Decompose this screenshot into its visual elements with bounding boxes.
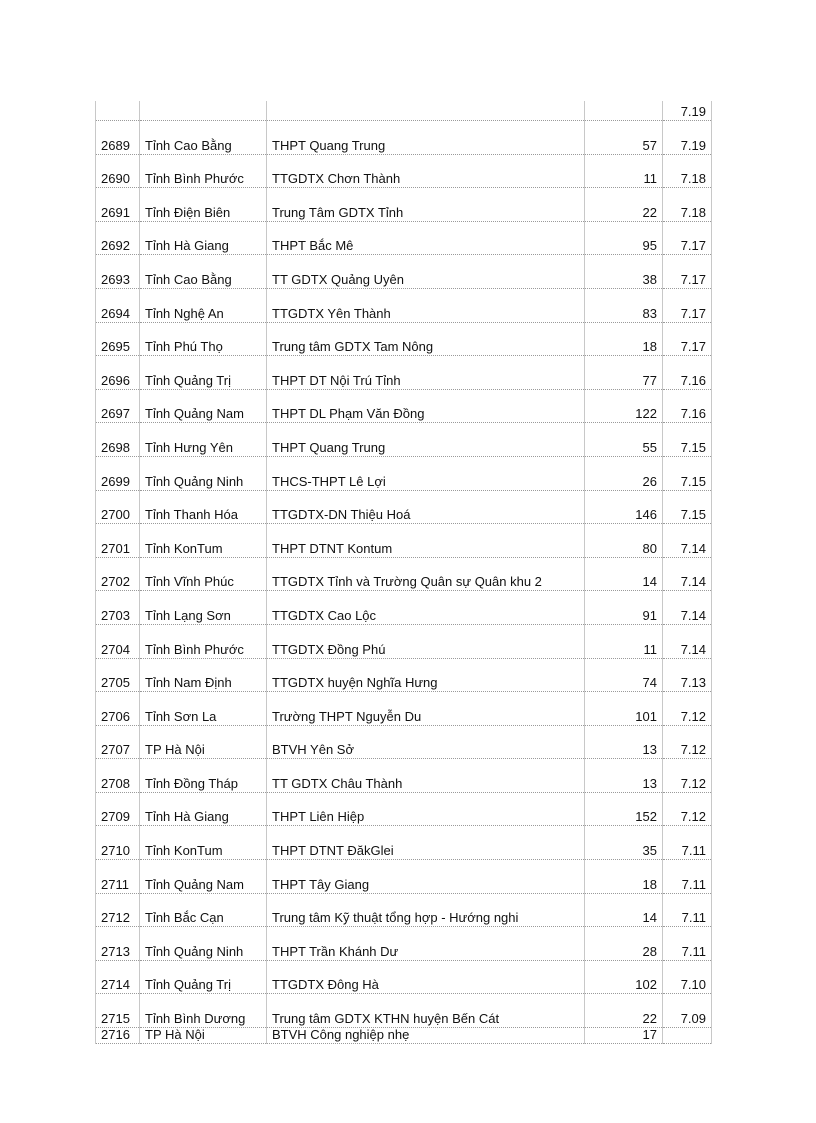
province-cell: Tỉnh KonTum (140, 524, 267, 558)
school-cell (267, 101, 585, 121)
average-score-cell: 7.11 (663, 893, 712, 927)
candidate-count-cell: 18 (585, 860, 663, 894)
table-row (96, 927, 712, 961)
average-score-cell: 7.15 (663, 490, 712, 524)
row-number-cell: 2699 (96, 456, 140, 490)
province-cell: Tỉnh Hà Giang (140, 792, 267, 826)
candidate-count-cell: 74 (585, 658, 663, 692)
province-cell: Tỉnh Quảng Ninh (140, 456, 267, 490)
candidate-count-cell: 11 (585, 154, 663, 188)
school-cell: THPT Quang Trung (267, 121, 585, 155)
average-score-cell: 7.17 (663, 288, 712, 322)
table-row (96, 725, 712, 759)
school-cell: Trung tâm Kỹ thuật tổng hợp - Hướng nghi (267, 893, 585, 927)
row-number-cell: 2697 (96, 389, 140, 423)
province-cell: Tỉnh Quảng Trị (140, 960, 267, 994)
table-row (96, 1028, 712, 1044)
candidate-count-cell: 17 (585, 1028, 663, 1044)
school-cell: Trung tâm GDTX Tam Nông (267, 322, 585, 356)
row-number-cell: 2708 (96, 759, 140, 793)
province-cell: Tỉnh Vĩnh Phúc (140, 557, 267, 591)
average-score-cell: 7.10 (663, 960, 712, 994)
average-score-cell: 7.19 (663, 121, 712, 155)
table-row (96, 624, 712, 658)
school-cell: THPT DT Nội Trú Tỉnh (267, 356, 585, 390)
candidate-count-cell: 101 (585, 692, 663, 726)
school-cell: THCS-THPT Lê Lợi (267, 456, 585, 490)
row-number-cell: 2695 (96, 322, 140, 356)
row-number-cell: 2706 (96, 692, 140, 726)
candidate-count-cell: 35 (585, 826, 663, 860)
average-score-cell: 7.18 (663, 188, 712, 222)
row-number-cell: 2701 (96, 524, 140, 558)
row-number-cell: 2716 (96, 1028, 140, 1044)
candidate-count-cell: 152 (585, 792, 663, 826)
school-cell: TTGDTX Yên Thành (267, 288, 585, 322)
school-cell: TTGDTX Đông Hà (267, 960, 585, 994)
province-cell: Tỉnh Quảng Nam (140, 389, 267, 423)
table-row (96, 759, 712, 793)
average-score-cell: 7.17 (663, 322, 712, 356)
row-number-cell (96, 101, 140, 121)
row-number-cell: 2700 (96, 490, 140, 524)
row-number-cell: 2696 (96, 356, 140, 390)
candidate-count-cell: 18 (585, 322, 663, 356)
school-cell: BTVH Công nghiệp nhẹ (267, 1028, 585, 1044)
candidate-count-cell: 122 (585, 389, 663, 423)
table-row (96, 490, 712, 524)
province-cell: Tỉnh Thanh Hóa (140, 490, 267, 524)
average-score-cell (663, 1028, 712, 1044)
province-cell: TP Hà Nội (140, 725, 267, 759)
province-cell: Tỉnh Nam Định (140, 658, 267, 692)
average-score-cell: 7.12 (663, 759, 712, 793)
candidate-count-cell: 11 (585, 624, 663, 658)
candidate-count-cell (585, 101, 663, 121)
average-score-cell: 7.11 (663, 826, 712, 860)
row-number-cell: 2713 (96, 927, 140, 961)
table-row (96, 389, 712, 423)
row-number-cell: 2694 (96, 288, 140, 322)
province-cell: Tỉnh Sơn La (140, 692, 267, 726)
province-cell: Tỉnh Quảng Nam (140, 860, 267, 894)
ranking-table (95, 101, 712, 1044)
table-row (96, 188, 712, 222)
school-cell: THPT Quang Trung (267, 423, 585, 457)
table-row (96, 154, 712, 188)
row-number-cell: 2714 (96, 960, 140, 994)
table-row (96, 826, 712, 860)
candidate-count-cell: 57 (585, 121, 663, 155)
table-row (96, 456, 712, 490)
province-cell: Tỉnh Phú Thọ (140, 322, 267, 356)
table-row (96, 591, 712, 625)
average-score-cell: 7.18 (663, 154, 712, 188)
school-cell: THPT Bắc Mê (267, 221, 585, 255)
candidate-count-cell: 38 (585, 255, 663, 289)
average-score-cell: 7.12 (663, 692, 712, 726)
province-cell: Tỉnh Bắc Cạn (140, 893, 267, 927)
school-cell: THPT DL Phạm Văn Đồng (267, 389, 585, 423)
row-number-cell: 2704 (96, 624, 140, 658)
average-score-cell: 7.14 (663, 624, 712, 658)
school-cell: TT GDTX Châu Thành (267, 759, 585, 793)
average-score-cell: 7.16 (663, 389, 712, 423)
table-row (96, 524, 712, 558)
row-number-cell: 2707 (96, 725, 140, 759)
school-cell: THPT DTNT Kontum (267, 524, 585, 558)
school-cell: Trường THPT Nguyễn Du (267, 692, 585, 726)
row-number-cell: 2691 (96, 188, 140, 222)
school-cell: BTVH Yên Sở (267, 725, 585, 759)
candidate-count-cell: 91 (585, 591, 663, 625)
school-cell: THPT Liên Hiệp (267, 792, 585, 826)
average-score-cell: 7.09 (663, 994, 712, 1028)
school-cell: TTGDTX-DN Thiệu Hoá (267, 490, 585, 524)
school-cell: TTGDTX Chơn Thành (267, 154, 585, 188)
row-number-cell: 2693 (96, 255, 140, 289)
candidate-count-cell: 22 (585, 994, 663, 1028)
candidate-count-cell: 14 (585, 893, 663, 927)
table-row (96, 288, 712, 322)
candidate-count-cell: 26 (585, 456, 663, 490)
row-number-cell: 2709 (96, 792, 140, 826)
table-row (96, 423, 712, 457)
row-number-cell: 2711 (96, 860, 140, 894)
province-cell: Tỉnh Bình Dương (140, 994, 267, 1028)
average-score-cell: 7.12 (663, 725, 712, 759)
province-cell: Tỉnh Quảng Trị (140, 356, 267, 390)
candidate-count-cell: 14 (585, 557, 663, 591)
candidate-count-cell: 77 (585, 356, 663, 390)
row-number-cell: 2703 (96, 591, 140, 625)
candidate-count-cell: 13 (585, 759, 663, 793)
school-cell: THPT DTNT ĐăkGlei (267, 826, 585, 860)
average-score-cell: 7.17 (663, 255, 712, 289)
candidate-count-cell: 95 (585, 221, 663, 255)
province-cell: Tỉnh Nghệ An (140, 288, 267, 322)
average-score-cell: 7.16 (663, 356, 712, 390)
province-cell: Tỉnh Lạng Sơn (140, 591, 267, 625)
table-row (96, 893, 712, 927)
candidate-count-cell: 102 (585, 960, 663, 994)
school-cell: TTGDTX Đồng Phú (267, 624, 585, 658)
table-row (96, 121, 712, 155)
province-cell (140, 101, 267, 121)
row-number-cell: 2698 (96, 423, 140, 457)
average-score-cell: 7.19 (663, 101, 712, 121)
province-cell: Tỉnh Bình Phước (140, 154, 267, 188)
ranking-table-body (96, 101, 712, 1044)
row-number-cell: 2689 (96, 121, 140, 155)
candidate-count-cell: 80 (585, 524, 663, 558)
table-row (96, 692, 712, 726)
row-number-cell: 2690 (96, 154, 140, 188)
school-cell: TTGDTX Tỉnh và Trường Quân sự Quân khu 2 (267, 557, 585, 591)
province-cell: Tỉnh Bình Phước (140, 624, 267, 658)
school-cell: Trung Tâm GDTX Tỉnh (267, 188, 585, 222)
average-score-cell: 7.15 (663, 456, 712, 490)
row-number-cell: 2702 (96, 557, 140, 591)
table-row (96, 557, 712, 591)
average-score-cell: 7.17 (663, 221, 712, 255)
school-cell: TTGDTX Cao Lộc (267, 591, 585, 625)
average-score-cell: 7.11 (663, 860, 712, 894)
province-cell: Tỉnh Đồng Tháp (140, 759, 267, 793)
table-row (96, 960, 712, 994)
candidate-count-cell: 28 (585, 927, 663, 961)
candidate-count-cell: 22 (585, 188, 663, 222)
table-row (96, 860, 712, 894)
candidate-count-cell: 146 (585, 490, 663, 524)
table-row (96, 792, 712, 826)
province-cell: Tỉnh Cao Bằng (140, 255, 267, 289)
province-cell: TP Hà Nội (140, 1028, 267, 1044)
table-row (96, 322, 712, 356)
table-row (96, 101, 712, 121)
province-cell: Tỉnh Cao Bằng (140, 121, 267, 155)
school-cell: Trung tâm GDTX KTHN huyện Bến Cát (267, 994, 585, 1028)
row-number-cell: 2710 (96, 826, 140, 860)
table-row (96, 356, 712, 390)
candidate-count-cell: 83 (585, 288, 663, 322)
school-cell: TTGDTX huyện Nghĩa Hưng (267, 658, 585, 692)
school-cell: TT GDTX Quảng Uyên (267, 255, 585, 289)
school-cell: THPT Trần Khánh Dư (267, 927, 585, 961)
province-cell: Tỉnh Điện Biên (140, 188, 267, 222)
school-cell: THPT Tây Giang (267, 860, 585, 894)
province-cell: Tỉnh Quảng Ninh (140, 927, 267, 961)
average-score-cell: 7.14 (663, 591, 712, 625)
province-cell: Tỉnh KonTum (140, 826, 267, 860)
average-score-cell: 7.11 (663, 927, 712, 961)
average-score-cell: 7.14 (663, 557, 712, 591)
candidate-count-cell: 55 (585, 423, 663, 457)
table-row (96, 255, 712, 289)
row-number-cell: 2705 (96, 658, 140, 692)
candidate-count-cell: 13 (585, 725, 663, 759)
average-score-cell: 7.12 (663, 792, 712, 826)
table-row (96, 658, 712, 692)
province-cell: Tỉnh Hà Giang (140, 221, 267, 255)
table-row (96, 994, 712, 1028)
table-row (96, 221, 712, 255)
row-number-cell: 2715 (96, 994, 140, 1028)
row-number-cell: 2712 (96, 893, 140, 927)
average-score-cell: 7.14 (663, 524, 712, 558)
province-cell: Tỉnh Hưng Yên (140, 423, 267, 457)
average-score-cell: 7.15 (663, 423, 712, 457)
row-number-cell: 2692 (96, 221, 140, 255)
average-score-cell: 7.13 (663, 658, 712, 692)
